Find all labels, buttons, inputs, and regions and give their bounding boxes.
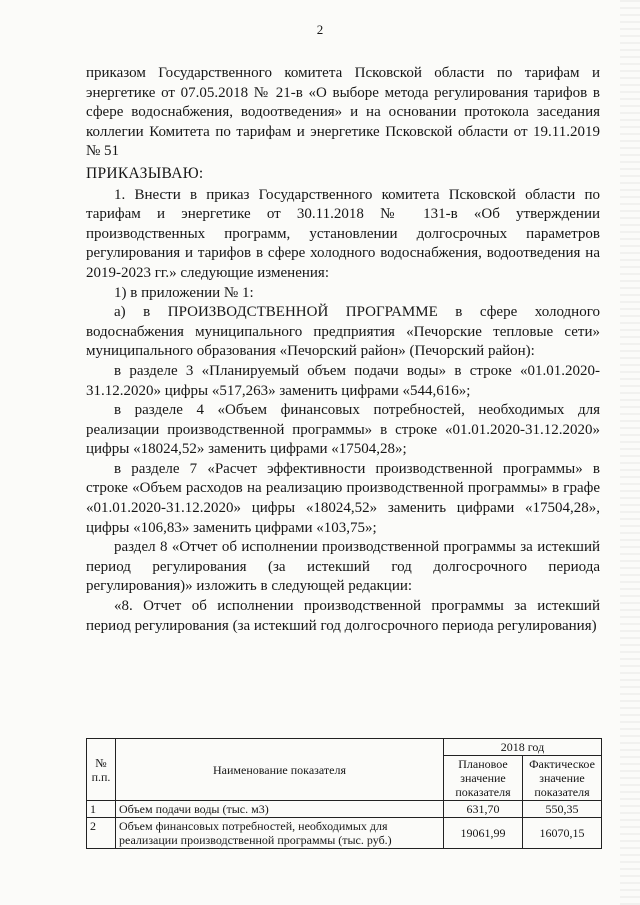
paragraph-subitem-a: а) в ПРОИЗВОДСТВЕННОЙ ПРОГРАММЕ в сфере холодного водоснабжения муниципального предприятия «Печорские тепловые сети» муниципального образования «Печорский район» (Печорский район): xyxy=(86,304,600,360)
paragraph-section-8-title: «8. Отчет об исполнении производственной программы за истекший период регулирования (за истекший год долгосрочного периода регулирования) xyxy=(86,598,600,634)
paragraph-item-1: 1. Внести в приказ Государственного комитета Псковской области по тарифам и энергетике от 30.11.2018 № 131-в «Об утверждении производственных программ, установлении долгосрочных параметров регулирования и тарифов в сфере холодного водоснабжения, водоотведения на 2019-2023 гг.» следующие изменения: xyxy=(86,186,600,281)
scan-edge-noise xyxy=(620,0,640,905)
table-row xyxy=(87,801,602,818)
header-fact-value: Фактическое значение показателя xyxy=(523,756,602,801)
table-header-row xyxy=(87,739,602,756)
header-plan-value: Плановое значение показателя xyxy=(444,756,523,801)
document-body xyxy=(86,64,600,636)
row-number: 2 xyxy=(87,818,116,849)
paragraph-section-3: в разделе 3 «Планируемый объем подачи воды» в строке «01.01.2020-31.12.2020» цифры «517,263» заменить цифрами «544,616»; xyxy=(86,362,600,399)
order-heading: ПРИКАЗЫВАЮ: xyxy=(86,164,204,182)
paragraph-section-7: в разделе 7 «Расчет эффективности производственной программы» в строке «Объем расходов на реализацию производственной программы» в графе «01.01.2020-31.12.2020» цифры «18024,52» заменить цифрами «17504,28», цифры «106,83» заменить цифрами «103,75»; xyxy=(86,460,600,536)
row-fact-value: 16070,15 xyxy=(523,818,602,849)
header-year: 2018 год xyxy=(444,739,602,756)
row-indicator-name: Объем финансовых потребностей, необходимых для реализации производственной программы (тыс. руб.) xyxy=(116,818,444,849)
row-plan-value: 631,70 xyxy=(444,801,523,818)
row-fact-value: 550,35 xyxy=(523,801,602,818)
table-row xyxy=(87,818,602,849)
page-number: 2 xyxy=(316,22,324,37)
row-number: 1 xyxy=(87,801,116,818)
paragraph-section-4: в разделе 4 «Объем финансовых потребностей, необходимых для реализации производственной программы» в строке «01.01.2020-31.12.2020» цифры «18024,52» заменить цифрами «17504,28»; xyxy=(86,402,600,458)
paragraph-preamble: приказом Государственного комитета Псковской области по тарифам и энергетике от 07.05.2018 № 21-в «О выборе метода регулирования тарифов в сфере водоснабжения, водоотведения» и на основании протокола заседания коллегии Комитета по тарифам и энергетике Псковской области от 19.11.2019 № 51 xyxy=(86,65,600,160)
paragraph-subitem-1: 1) в приложении № 1: xyxy=(114,284,254,301)
header-indicator-name: Наименование показателя xyxy=(116,739,444,801)
report-table xyxy=(86,738,602,849)
row-plan-value: 19061,99 xyxy=(444,818,523,849)
header-number: № п.п. xyxy=(87,739,116,801)
paragraph-section-8: раздел 8 «Отчет об исполнении производственной программы за истекший период регулирования (за истекший год долгосрочного периода регулирования)» изложить в следующей редакции: xyxy=(86,539,600,595)
row-indicator-name: Объем подачи воды (тыс. м3) xyxy=(116,801,444,818)
